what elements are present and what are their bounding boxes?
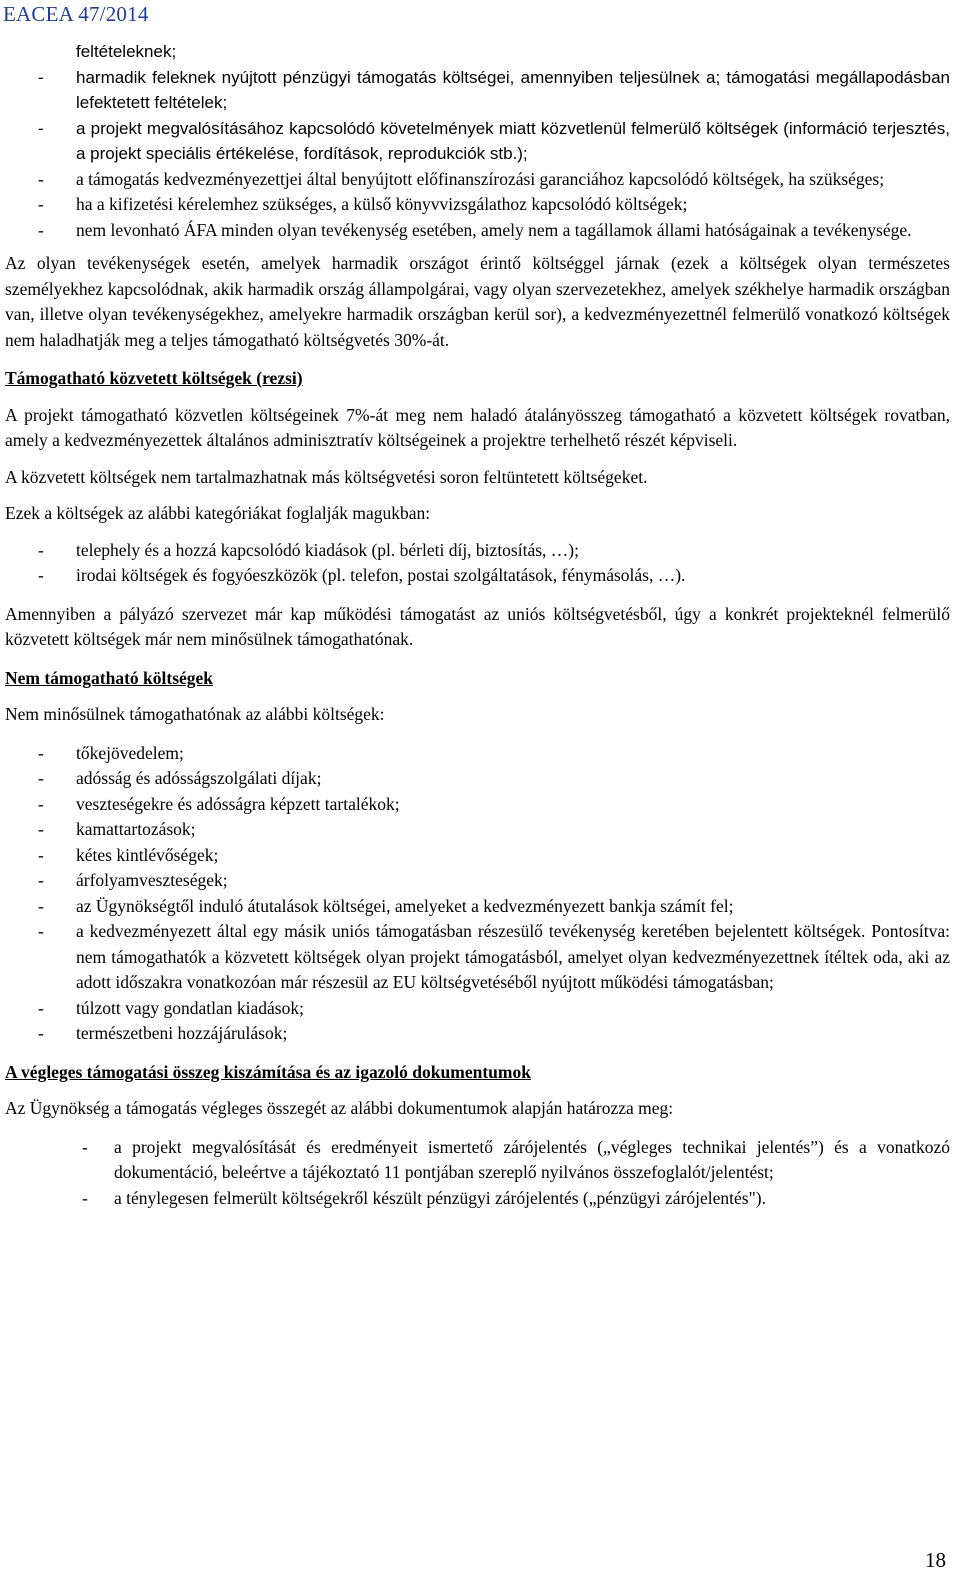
list-item: - ha a kifizetési kérelemhez szükséges, a külső könyvvizsgálathoz kapcsolódó költségek; (5, 192, 950, 218)
list-item: - nem levonható ÁFA minden olyan tevékenység esetében, amely nem a tagállamok állami hatóságainak a tevékenysége. (5, 218, 950, 244)
page-number: 18 (925, 1548, 946, 1572)
list-item: - a projekt megvalósítását és eredményeit ismertető zárójelentés („végleges technikai jelentés”) és a vonatkozó dokumentáció, beleértve a tájékoztató 11 pontjában szereplő nyilvános összefoglalót/jelentést; (82, 1136, 950, 1182)
top-cost-list (5, 39, 950, 243)
list-dash: - (38, 219, 44, 240)
list-dash: - (38, 870, 44, 890)
list-dash: - (38, 921, 44, 941)
section-heading-indirect-costs: Támogatható közvetett költségek (rezsi) (5, 368, 303, 388)
paragraph-ineligible-intro: Nem minősülnek támogathatónak az alábbi költségek: (5, 704, 385, 724)
list-item: - veszteségekre és adósságra képzett tartalékok; (5, 792, 950, 818)
paragraph-operating-grant: Amennyiben a pályázó szervezet már kap működési támogatást az uniós költségvetésből, úgy a konkrét projekteknél felmerülő közvetett költségek már nem minősülnek támogathatónak. (5, 603, 950, 649)
list-dash: - (38, 118, 44, 138)
document-reference: EACEA 47/2014 (3, 2, 149, 26)
indirect-cost-categories-list (5, 538, 950, 589)
list-item: - a támogatás kedvezményezettjei által benyújtott előfinanszírozási garanciához kapcsolódó költségek, ha szükséges; (5, 167, 950, 193)
list-dash: - (38, 997, 44, 1018)
list-dash: - (38, 793, 44, 814)
list-item: - telephely és a hozzá kapcsolódó kiadások (pl. bérleti díj, biztosítás, …); (5, 538, 950, 564)
list-item: - árfolyamveszteségek; (5, 868, 950, 894)
list-item: - kétes kintlévőségek; (5, 843, 950, 869)
list-item: - túlzott vagy gondatlan kiadások; (5, 996, 950, 1022)
list-dash: - (38, 539, 44, 560)
list-item: - irodai költségek és fogyóeszközök (pl. telefon, postai szolgáltatások, fénymásolás, …). (5, 563, 950, 589)
paragraph-final-intro: Az Ügynökség a támogatás végleges összegét az alábbi dokumentumok alapján határozza meg: (5, 1098, 674, 1118)
list-item: - a ténylegesen felmerült költségekről készült pénzügyi zárójelentés („pénzügyi zárójelentés"). (5, 1186, 950, 1212)
list-dash: - (38, 895, 44, 916)
paragraph-indirect-exclusion: A közvetett költségek nem tartalmazhatnak más költségvetési soron feltüntetett költségeket. (5, 466, 648, 487)
section-heading-ineligible-costs: Nem támogatható költségek (5, 667, 214, 688)
list-item: - harmadik feleknek nyújtott pénzügyi támogatás költségei, amennyiben teljesülnek a; támogatási megállapodásban lefektetett feltételek; (5, 65, 950, 116)
list-item: - adósság és adósságszolgálati díjak; (5, 766, 950, 792)
list-item: - kamattartozások; (5, 817, 950, 843)
list-dash: - (82, 1136, 88, 1157)
ineligible-costs-list (5, 741, 950, 1047)
list-dash: - (38, 565, 44, 585)
paragraph-indirect-categories: Ezek a költségek az alábbi kategóriákat foglalják magukban: (5, 503, 431, 523)
paragraph-third-country: Az olyan tevékenységek esetén, amelyek harmadik országot érintő költséggel járnak (ezek a költségek olyan természetes személyekhez kapcsolódnak, akik harmadik ország állampolgárai, vagy olyan szervezetekhez, amelyek székhelye harmadik országban van, illetve olyan tevékenységekhez, amelyekre harmadik országban kerül sor), a kedvezményezettnél felmerülő vonatkozó költségek nem haladhatják meg a teljes támogatható költségvetés 30%-át. (5, 253, 950, 350)
list-dash: - (38, 844, 44, 865)
list-item: - a kedvezményezett által egy másik uniós támogatásban részesülő tevékenység keretében bejelentett költségek. Pontosítva: nem támogathatók a közvetett költségek olyan projekt támogatásból, amelyet olyan kedvezményezettnek ítéltek oda, aki az adott időszakra vonatkozóan már részesül az EU költségvetéséből nyújtott működési támogatásban; (38, 921, 950, 992)
paragraph-indirect-flat-rate: A projekt támogatható közvetlen költségeinek 7%-át meg nem haladó átalányösszeg támogatható a közvetett költségek rovatban, amely a kedvezményezettek általános adminisztratív költségeinek a projektre terhelhető részét képviseli. (5, 404, 950, 450)
section-heading-final-amount: A végleges támogatási összeg kiszámítása és az igazoló dokumentumok (5, 1061, 531, 1082)
list-continuation: feltételeknek; (76, 42, 177, 61)
list-dash: - (38, 1023, 44, 1043)
final-documents-list (5, 1135, 950, 1212)
list-dash: - (38, 168, 44, 189)
list-dash: - (38, 768, 44, 788)
list-item: - tőkejövedelem; (5, 741, 950, 767)
list-item: - a projekt megvalósításához kapcsolódó követelmények miatt közvetlenül felmerülő költségek (információ terjesztés, a projekt speciális értékelése, fordítások, reprodukciók stb.); (5, 116, 950, 167)
list-dash: - (38, 819, 44, 839)
list-dash: - (38, 194, 44, 214)
list-item: - az Ügynökségtől induló átutalások költségei, amelyeket a kedvezményezett bankja számít fel; (5, 894, 950, 920)
document-body (5, 39, 950, 1211)
list-dash: - (38, 67, 44, 87)
list-dash: - (82, 1187, 88, 1208)
list-item: - természetbeni hozzájárulások; (5, 1021, 950, 1047)
list-dash: - (38, 742, 44, 763)
